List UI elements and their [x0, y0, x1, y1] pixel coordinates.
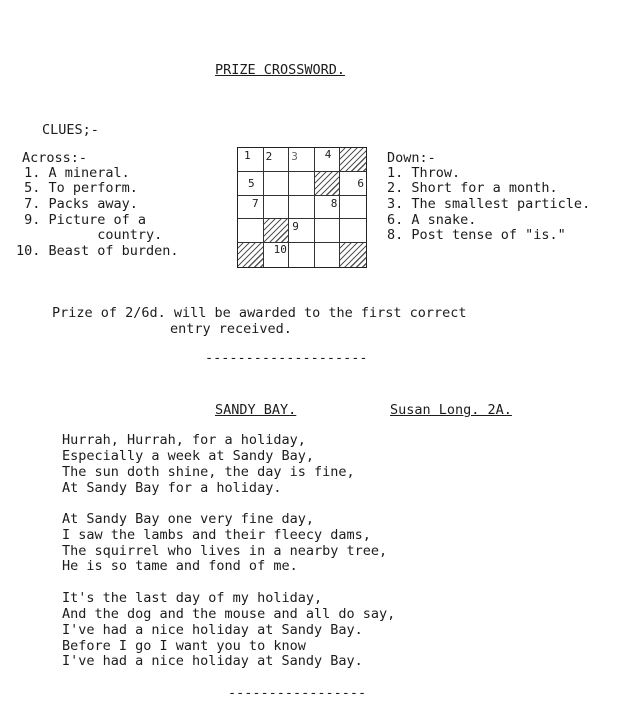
down-clue: 1. Throw.: [387, 165, 461, 181]
poem-line: It's the last day of my holiday,: [62, 590, 323, 606]
clue-number: 10: [273, 243, 287, 257]
grid-cell[interactable]: [289, 196, 315, 220]
grid-cell[interactable]: [264, 196, 290, 220]
poem-line: The squirrel who lives in a nearby tree,: [62, 543, 388, 559]
prize-line-1: Prize of 2/6d. will be awarded to the first correct: [52, 305, 467, 321]
down-clue: 8. Post tense of "is.": [387, 227, 566, 243]
divider: -----------------: [228, 685, 367, 701]
poem-line: Especially a week at Sandy Bay,: [62, 448, 314, 464]
grid-cell[interactable]: [289, 243, 315, 267]
clue-number: 4: [324, 148, 332, 161]
grid-cell[interactable]: [264, 243, 290, 267]
grid-cell[interactable]: [289, 219, 315, 243]
across-clue: country.: [16, 227, 163, 243]
grid-cell[interactable]: [289, 148, 315, 172]
grid-cell[interactable]: [340, 219, 366, 243]
poem-line: Before I go I want you to know: [62, 638, 306, 654]
grid-cell-black: [340, 243, 366, 267]
grid-cell[interactable]: [264, 148, 290, 172]
poem-title: SANDY BAY.: [215, 402, 297, 418]
poem-line: At Sandy Bay one very fine day,: [62, 511, 314, 527]
clue-number: 6: [357, 176, 364, 190]
down-clue: 2. Short for a month.: [387, 180, 558, 196]
poem-line: At Sandy Bay for a holiday.: [62, 480, 282, 496]
clue-number: 7: [252, 196, 259, 210]
grid-cell[interactable]: [315, 219, 341, 243]
across-clue: 10. Beast of burden.: [16, 243, 179, 259]
clue-number: 2: [265, 150, 273, 163]
grid-cell[interactable]: [289, 172, 315, 196]
poem-line: Hurrah, Hurrah, for a holiday,: [62, 432, 306, 448]
poem-line: I've had a nice holiday at Sandy Bay.: [62, 622, 363, 638]
poem-line: I've had a nice holiday at Sandy Bay.: [62, 653, 363, 669]
clue-number: 8: [330, 196, 338, 210]
down-clue: 3. The smallest particle.: [387, 196, 591, 212]
grid-cell[interactable]: [238, 148, 264, 172]
grid-cell[interactable]: [264, 172, 290, 196]
poem-author: Susan Long. 2A.: [390, 402, 512, 418]
clue-number: 1: [244, 149, 251, 162]
grid-cell-black: [264, 219, 290, 243]
clue-number: 3: [291, 150, 298, 163]
across-clue: 9. Picture of a: [16, 212, 147, 228]
down-clue: 6. A snake.: [387, 212, 477, 228]
grid-cell[interactable]: [315, 196, 341, 220]
prize-line-2: entry received.: [170, 321, 292, 337]
grid-cell-black: [238, 243, 264, 267]
grid-cell[interactable]: [238, 196, 264, 220]
page-title: PRIZE CROSSWORD.: [215, 62, 346, 78]
across-heading: Across:-: [22, 150, 88, 166]
across-clue: 7. Packs away.: [16, 196, 138, 212]
poem-line: He is so tame and fond of me.: [62, 558, 298, 574]
poem-line: I saw the lambs and their fleecy dams,: [62, 527, 371, 543]
grid-cell[interactable]: [315, 243, 341, 267]
divider: --------------------: [205, 350, 368, 366]
clue-number: 5: [247, 176, 255, 190]
crossword-grid: [237, 147, 367, 268]
grid-cell[interactable]: [340, 196, 366, 220]
grid-cell[interactable]: [238, 172, 264, 196]
poem-line: The sun doth shine, the day is fine,: [62, 464, 355, 480]
grid-cell[interactable]: [315, 148, 341, 172]
grid-cell[interactable]: [340, 172, 366, 196]
grid-cell-black: [315, 172, 341, 196]
grid-cell-black: [340, 148, 366, 172]
grid-cell[interactable]: [238, 219, 264, 243]
clue-number: 9: [292, 220, 299, 234]
across-clue: 5. To perform.: [16, 180, 138, 196]
clues-heading: CLUES;-: [42, 122, 99, 138]
poem-line: And the dog and the mouse and all do say,: [62, 606, 396, 622]
down-heading: Down:-: [387, 150, 436, 166]
across-clue: 1. A mineral.: [16, 165, 130, 181]
